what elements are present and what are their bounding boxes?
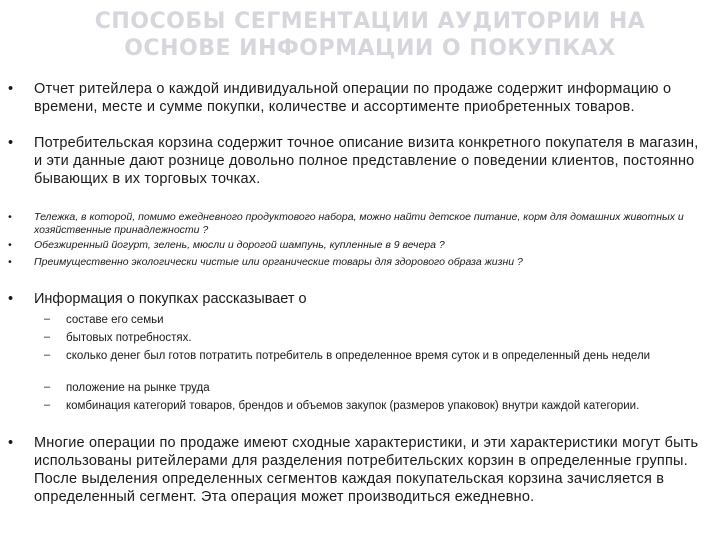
example-cart: Тележка, в которой, помимо ежедневного продуктового набора, можно найти детское питание, корм для домашних животных и хозяйственные принадлежности ?: [34, 211, 684, 236]
bullet-consumer-basket: Потребительская корзина содержит точное описание визита конкретного покупателя в магазин, и эти данные дают рознице довольно полное представление о поведении клиентов, постоянно бывающих в их торговых точках.: [34, 135, 699, 187]
bullet-marker: •: [8, 256, 12, 268]
example-organic: Преимущественно экологически чистые или органические товары для здорового образа жизни ?: [34, 256, 523, 268]
bullet-marker: •: [8, 81, 14, 97]
info-item-spending: сколько денег был готов потратить потребитель в определенное время суток и в определенный день недели: [66, 350, 651, 362]
info-heading: Информация о покупках рассказывает о: [34, 291, 307, 307]
example-yogurt: Обезжиренный йогурт, зелень, мюсли и дорогой шампунь, купленные в 9 вечера ?: [34, 239, 445, 251]
conclusion-paragraph: Многие операции по продаже имеют сходные характеристики, и эти характеристики могут быть использованы ритейлерами для разделения потребительских корзин в определенные группы. После выделения определенных сегментов каждая покупательская корзина зачисляется в определенный сегмент. Эта операция может производиться ежедневно.: [34, 435, 699, 505]
bullet-marker: •: [8, 435, 14, 451]
dash-marker: –: [44, 313, 51, 325]
info-item-family: составе его семьи: [66, 314, 164, 326]
bullet-marker: •: [8, 291, 14, 307]
dash-marker: –: [44, 349, 51, 361]
bullet-retailer-report: Отчет ритейлера о каждой индивидуальной операции по продаже содержит информацию о времени, месте и сумме покупки, количестве и ассортименте приобретенных товаров.: [34, 81, 672, 115]
slide-title: СПОСОБЫ СЕГМЕНТАЦИИ АУДИТОРИИ НА ОСНОВЕ ИНФОРМАЦИИ О ПОКУПКАХ: [94, 9, 646, 61]
dash-marker: –: [44, 331, 51, 343]
info-item-labor-market: положение на рынке труда: [66, 382, 210, 394]
bullet-marker: •: [8, 135, 14, 151]
bullet-marker: •: [8, 239, 12, 251]
bullet-marker: •: [8, 211, 12, 223]
info-item-categories: комбинация категорий товаров, брендов и объемов закупок (размеров упаковок) внутри каждой категории.: [66, 400, 640, 412]
dash-marker: –: [44, 381, 51, 393]
dash-marker: –: [44, 399, 51, 411]
info-item-household: бытовых потребностях.: [66, 332, 192, 344]
